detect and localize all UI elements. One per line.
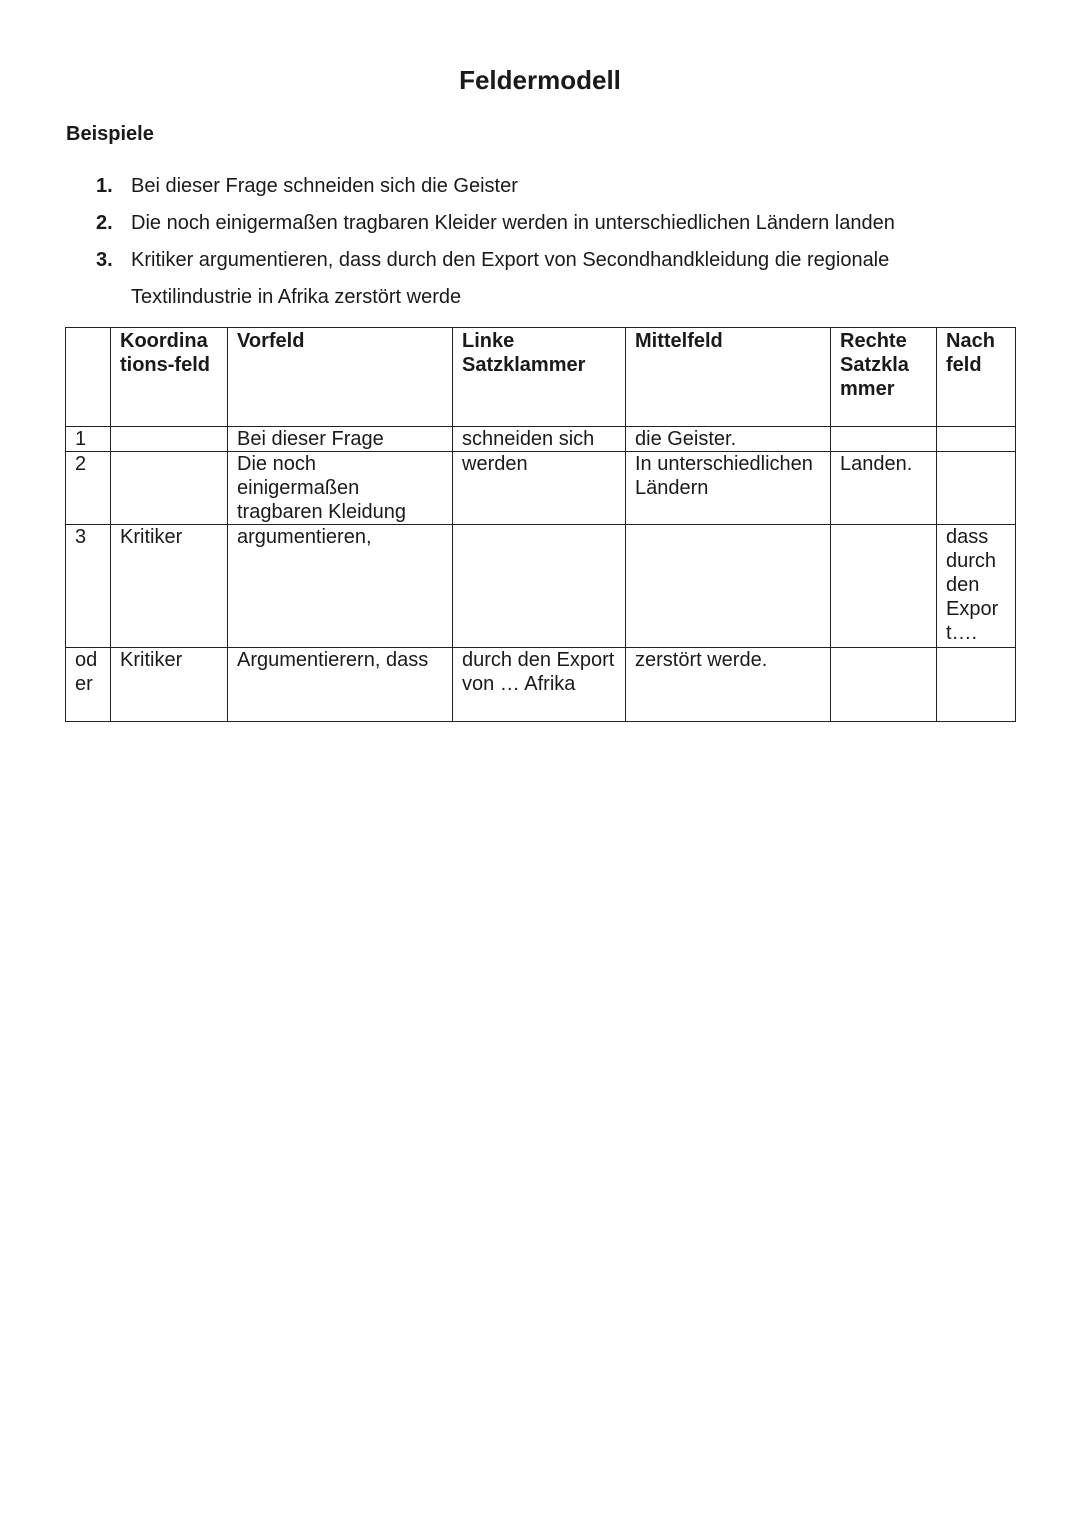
header-cell-vorfeld: Vorfeld — [228, 328, 453, 427]
page-title: Feldermodell — [459, 65, 621, 95]
list-number: 3. — [96, 249, 113, 271]
list-item — [96, 168, 996, 205]
table-cell: Kritiker — [111, 648, 228, 722]
table-cell: Argumentierern, dass — [228, 648, 453, 722]
table-cell: od er — [66, 648, 111, 722]
table-cell — [831, 427, 937, 452]
table-cell: die Geister. — [626, 427, 831, 452]
example-sentence: Die noch einigermaßen tragbaren Kleider werden in unterschiedlichen Ländern landen — [131, 212, 895, 234]
list-item — [96, 205, 996, 242]
table-cell: 3 — [66, 525, 111, 648]
example-sentence: Kritiker argumentieren, dass durch den Export von Secondhandkleidung die regionale Textilindustrie in Afrika zerstört werde — [131, 249, 890, 308]
table-cell — [937, 427, 1016, 452]
table-cell: In unterschiedlichen Ländern — [626, 452, 831, 525]
table-cell: zerstört werde. — [626, 648, 831, 722]
field-model-table — [65, 327, 1016, 722]
header-cell-koordinationsfeld: Koordina tions-feld — [111, 328, 228, 427]
table-cell — [111, 452, 228, 525]
example-sentence: Bei dieser Frage schneiden sich die Geister — [131, 175, 518, 197]
table-cell: 1 — [66, 427, 111, 452]
table-cell: Bei dieser Frage — [228, 427, 453, 452]
table-cell — [626, 525, 831, 648]
header-cell-linke-satzklammer: Linke Satzklammer — [453, 328, 626, 427]
table-cell: werden — [453, 452, 626, 525]
header-cell-rechte-satzklammer: Rechte Satzkla mmer — [831, 328, 937, 427]
table-row — [66, 452, 1016, 525]
table-row — [66, 648, 1016, 722]
table-row — [66, 525, 1016, 648]
table-cell: Die noch einigermaßen tragbaren Kleidung — [228, 452, 453, 525]
table-cell: durch den Export von … Afrika — [453, 648, 626, 722]
table-cell — [937, 648, 1016, 722]
table-cell — [831, 648, 937, 722]
table-cell — [111, 427, 228, 452]
table-cell — [831, 525, 937, 648]
header-cell-index — [66, 328, 111, 427]
list-item — [96, 242, 996, 316]
list-number: 2. — [96, 212, 113, 234]
table-cell — [453, 525, 626, 648]
table-cell: dass durch den Expor t…. — [937, 525, 1016, 648]
table-cell: Landen. — [831, 452, 937, 525]
table-cell: schneiden sich — [453, 427, 626, 452]
example-list — [96, 168, 996, 316]
table-row — [66, 427, 1016, 452]
header-cell-mittelfeld: Mittelfeld — [626, 328, 831, 427]
table-header-row — [66, 328, 1016, 427]
header-cell-nachfeld: Nach feld — [937, 328, 1016, 427]
table-cell — [937, 452, 1016, 525]
list-number: 1. — [96, 175, 113, 197]
section-heading: Beispiele — [66, 123, 154, 145]
table-cell: argumentieren, — [228, 525, 453, 648]
table-cell: 2 — [66, 452, 111, 525]
table-cell: Kritiker — [111, 525, 228, 648]
